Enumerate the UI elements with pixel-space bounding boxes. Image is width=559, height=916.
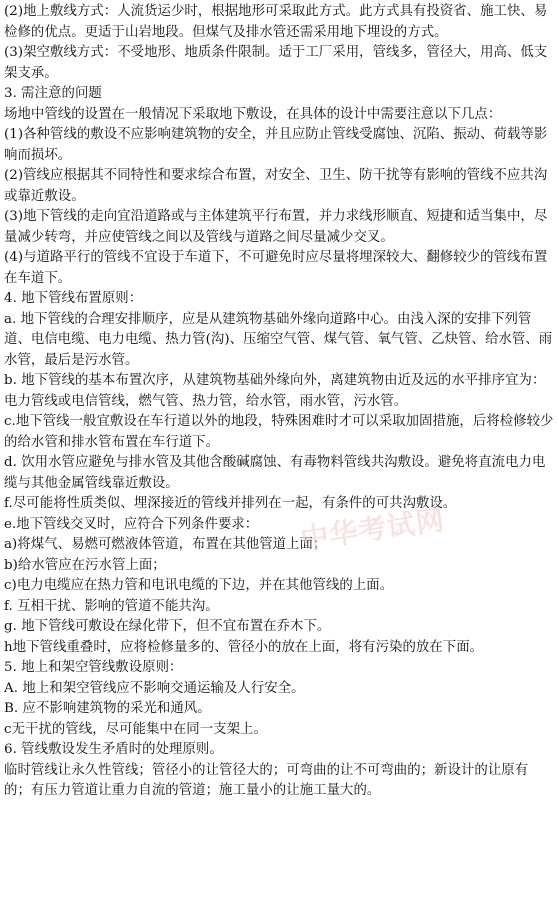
paragraph-overhead-a: A. 地上和架空管线应不影响交通运输及人行安全。 <box>4 680 305 696</box>
paragraph-issue-4: (4)与道路平行的管线不宜设于车道下，不可避免时应尽量将埋深较大、翻修较少的管线布置在车道下。 <box>4 250 548 286</box>
paragraph-crossing-a: a)将煤气、易燃可燃液体管道，布置在其他管道上面； <box>4 537 327 552</box>
paragraph-principle-f-interference: f. 互相干扰、影响的管道不能共沟。 <box>4 598 219 614</box>
section-heading-overhead-principles: 5. 地上和架空管线敷设原则： <box>4 660 183 675</box>
paragraph-principle-e-crossing: e.地下管线交叉时，应符合下列条件要求： <box>4 516 259 532</box>
paragraph-issue-2: (2)管线应根据其不同特性和要求综合布置，对安全、卫生、防干扰等有影响的管线不应共沟或靠近敷设。 <box>4 168 548 204</box>
paragraph-issue-3: (3)地下管线的走向宜沿道路或与主体建筑平行布置，并力求线形顺直、短捷和适当集中，尽量减少转弯，并应使管线之间以及管线与道路之间尽量减少交叉。 <box>4 209 548 245</box>
document-body <box>4 2 555 802</box>
paragraph-overhead-b: B. 应不影响建筑物的采光和通风。 <box>4 701 211 716</box>
paragraph-principle-a: a. 地下管线的合理安排顺序，应是从建筑物基础外缘向道路中心。由浅入深的安排下列管道、电信电缆、电力电缆、热力管(沟)、压缩空气管、煤气管、氧气管、乙炔管、给水管、雨水管，最后是污水管。 <box>4 311 553 368</box>
watermark: 中华考试网 <box>298 503 447 556</box>
section-heading-conflict: 6. 管线敷设发生矛盾时的处理原则。 <box>4 742 223 757</box>
paragraph-principle-g: g. 地下管线可敷设在绿化带下，但不宜布置在乔木下。 <box>4 619 331 634</box>
paragraph-overhead-c: c无干扰的管线，尽可能集中在同一支架上。 <box>4 721 267 737</box>
paragraph-crossing-c: c)电力电缆应在热力管和电讯电缆的下边，并在其他管线的上面。 <box>4 578 394 593</box>
paragraph-principle-b: b. 地下管线的基本布置次序，从建筑物基础外缘向外，离建筑物由近及远的水平排序宜为：电力管线或电信管线，燃气管、热力管，给水管，雨水管，污水管。 <box>4 373 546 409</box>
paragraph-crossing-b: b)给水管应在污水管上面； <box>4 557 166 573</box>
paragraph-principle-h: h地下管线重叠时，应将检修量多的、管径小的放在上面，将有污染的放在下面。 <box>4 639 484 655</box>
paragraph-principle-d: d. 饮用水管应避免与排水管及其他含酸碱腐蚀、有毒物料管线共沟敷设。避免将直流电力电缆与其他金属管线靠近敷设。 <box>4 455 546 491</box>
paragraph-principle-c: c.地下管线一般宜敷设在车行道以外的地段，特殊困难时才可以采取加固措施，后将检修较少的给水管和排水管布置在车行道下。 <box>4 414 554 450</box>
paragraph-overhead-laying: (3)架空敷线方式：不受地形、地质条件限制。适于工厂采用，管线多，管径大，用高、低支架支承。 <box>4 45 548 81</box>
paragraph-conflict-rules: 临时管线让永久性管线；管径小的让管径大的；可弯曲的让不可弯曲的；新设计的让原有的；有压力管道让重力自流的管道；施工量小的让施工量大的。 <box>4 762 529 798</box>
paragraph-issue-1: (1)各种管线的敷设不应影响建筑物的安全，并且应防止管线受腐蚀、沉陷、振动、荷载等影响而损坏。 <box>4 127 548 163</box>
paragraph-issues-intro: 场地中管线的设置在一般情况下采取地下敷设，在具体的设计中需要注意以下几点： <box>4 106 502 122</box>
section-heading-underground-principles: 4. 地下管线布置原则： <box>4 291 143 306</box>
paragraph-principle-f-similar: f.尽可能将性质类似、埋深接近的管线并排列在一起，有条件的可共沟敷设。 <box>4 496 457 511</box>
section-heading-issues: 3. 需注意的问题 <box>4 86 102 101</box>
paragraph-ground-laying: (2)地上敷线方式：人流货运少时，根据地形可采取此方式。此方式具有投资省、施工快、易检修的优点。更适于山岩地段。但煤气及排水管还需采用地下埋设的方式。 <box>4 4 548 40</box>
